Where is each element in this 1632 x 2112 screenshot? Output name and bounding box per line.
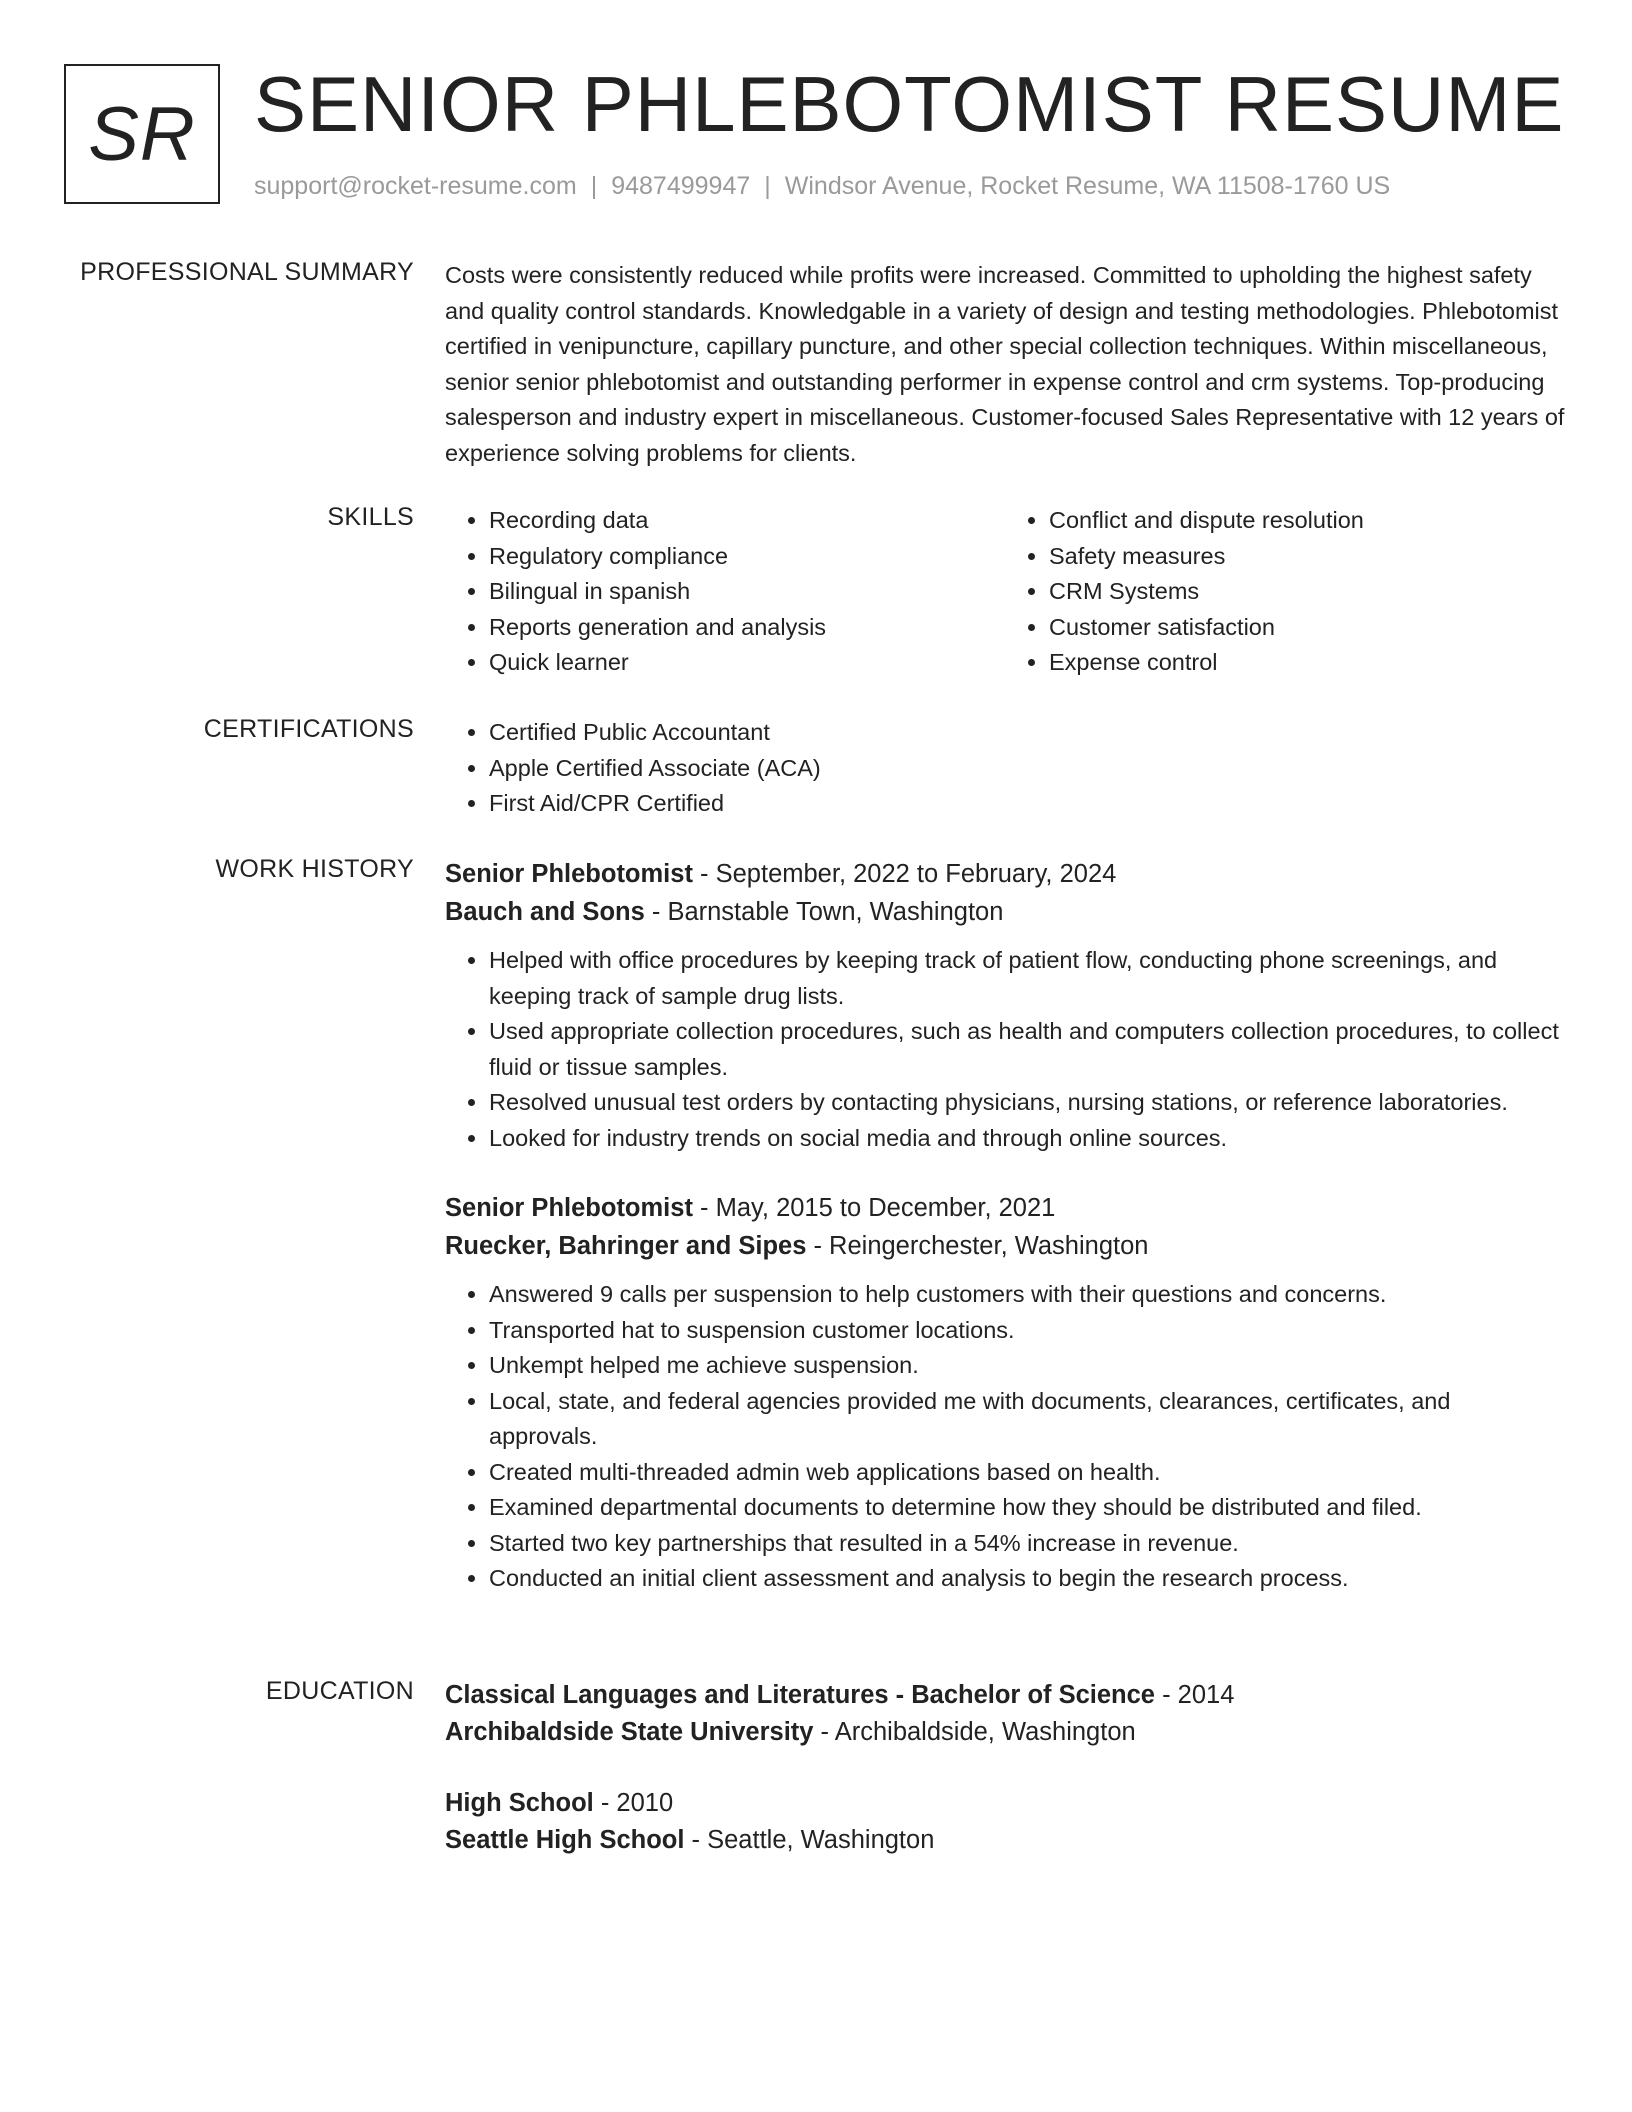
job-title-line — [445, 1189, 1565, 1227]
education-entry — [445, 1677, 1565, 1751]
job-dates: - September, 2022 to February, 2024 — [692, 860, 1117, 888]
skills-list-right — [1005, 503, 1565, 681]
job-employer: Bauch and Sons — [445, 898, 645, 926]
education-year: - 2010 — [593, 1789, 674, 1817]
contact-separator: | — [764, 172, 771, 200]
job-bullet: • Local, state, and federal agencies provided me with documents, clearances, certificates, and approvals. — [489, 1384, 1565, 1455]
education-degree-line — [445, 1677, 1565, 1714]
contact-separator: | — [590, 172, 598, 200]
job-title: Senior Phlebotomist — [445, 860, 693, 888]
job-entry — [445, 1189, 1565, 1597]
section-label-certifications: CERTIFICATIONS — [203, 715, 414, 743]
certifications-list — [445, 715, 1565, 822]
job-bullet: • Examined departmental documents to determine how they should be distributed and filed. — [489, 1490, 1565, 1526]
job-bullet: • Transported hat to suspension customer locations. — [489, 1313, 1565, 1349]
job-dates: - May, 2015 to December, 2021 — [692, 1194, 1056, 1222]
job-bullet: • Helped with office procedures by keeping track of patient flow, conducting phone screenings, and keeping track of sample drug lists. — [489, 943, 1565, 1014]
contact-email: support@rocket-resume.com — [254, 172, 577, 200]
job-bullet: • Started two key partnerships that resulted in a 54% increase in revenue. — [489, 1526, 1565, 1562]
monogram-badge: SR — [64, 64, 220, 204]
skill-item: • Recording data — [489, 503, 1005, 539]
work-history-content — [445, 855, 1565, 1597]
education-degree: Classical Languages and Literatures - Bachelor of Science — [445, 1681, 1155, 1709]
section-label-education: EDUCATION — [265, 1677, 414, 1705]
job-bullet: • Created multi-threaded admin web applications based on health. — [489, 1455, 1565, 1491]
skill-item: • Conflict and dispute resolution — [1049, 503, 1565, 539]
job-title: Senior Phlebotomist — [445, 1194, 693, 1222]
education-degree-line — [445, 1785, 1565, 1822]
summary-text: Costs were consistently reduced while profits were increased. Committed to upholding the highest safety and quality control standards. Knowledgable in a variety of design and testing methodologies. Phlebotomist certified in venipuncture, capillary puncture, and other special collection techniques. Within miscellaneous, senior senior phlebotomist and outstanding performer in expense control and crm systems. Top-producing salesperson and industry expert in miscellaneous. Customer-focused Sales Representative with 12 years of experience solving problems for clients. — [445, 262, 1565, 466]
resume-title: SENIOR PHLEBOTOMIST RESUME — [254, 60, 1565, 148]
contact-address: Windsor Avenue, Rocket Resume, WA 11508-1760 US — [784, 172, 1391, 200]
job-bullet: • Looked for industry trends on social media and through online sources. — [489, 1121, 1565, 1157]
section-label-work-history: WORK HISTORY — [215, 855, 414, 883]
skill-item: • Expense control — [1049, 645, 1565, 681]
certification-item: • First Aid/CPR Certified — [489, 786, 1565, 822]
skills-content — [445, 503, 1565, 681]
education-degree: High School — [445, 1789, 594, 1817]
contact-phone: 9487499947 — [611, 172, 751, 200]
job-bullet: • Resolved unusual test orders by contacting physicians, nursing stations, or reference laboratories. — [489, 1085, 1565, 1121]
skill-item: • Safety measures — [1049, 539, 1565, 575]
education-content — [445, 1677, 1565, 1859]
skill-item: • Regulatory compliance — [489, 539, 1005, 575]
job-bullet: • Answered 9 calls per suspension to help customers with their questions and concerns. — [489, 1277, 1565, 1313]
job-employer: Ruecker, Bahringer and Sipes — [445, 1232, 807, 1260]
section-label-skills: SKILLS — [327, 503, 414, 531]
job-bullet: • Used appropriate collection procedures, such as health and computers collection procedures, to collect fluid or tissue samples. — [489, 1014, 1565, 1085]
certification-item: • Certified Public Accountant — [489, 715, 1565, 751]
job-bullet: • Conducted an initial client assessment and analysis to begin the research process. — [489, 1561, 1565, 1597]
skill-item: • CRM Systems — [1049, 574, 1565, 610]
contact-line — [254, 172, 1390, 201]
education-entry — [445, 1785, 1565, 1859]
resume-header — [64, 60, 1584, 214]
job-bullets — [445, 1277, 1565, 1597]
job-bullet: • Unkempt helped me achieve suspension. — [489, 1348, 1565, 1384]
skill-item: • Customer satisfaction — [1049, 610, 1565, 646]
skill-item: • Bilingual in spanish — [489, 574, 1005, 610]
job-bullets — [445, 943, 1565, 1156]
certifications-content — [445, 715, 1565, 822]
education-school-line — [445, 1822, 1565, 1859]
job-title-line — [445, 855, 1565, 893]
job-location: - Barnstable Town, Washington — [644, 898, 1004, 926]
summary-content — [445, 258, 1565, 471]
certification-item: • Apple Certified Associate (ACA) — [489, 751, 1565, 787]
skills-list-left — [445, 503, 1005, 681]
education-school-line — [445, 1714, 1565, 1751]
section-label-summary: PROFESSIONAL SUMMARY — [80, 258, 414, 286]
skill-item: • Quick learner — [489, 645, 1005, 681]
skill-item: • Reports generation and analysis — [489, 610, 1005, 646]
job-employer-line — [445, 1227, 1565, 1265]
job-employer-line — [445, 893, 1565, 931]
job-entry — [445, 855, 1565, 1156]
education-year: - 2014 — [1155, 1681, 1235, 1709]
education-location: - Seattle, Washington — [684, 1826, 935, 1854]
job-location: - Reingerchester, Washington — [806, 1232, 1149, 1260]
education-school: Archibaldside State University — [445, 1718, 814, 1746]
education-school: Seattle High School — [445, 1826, 685, 1854]
education-location: - Archibaldside, Washington — [813, 1718, 1136, 1746]
